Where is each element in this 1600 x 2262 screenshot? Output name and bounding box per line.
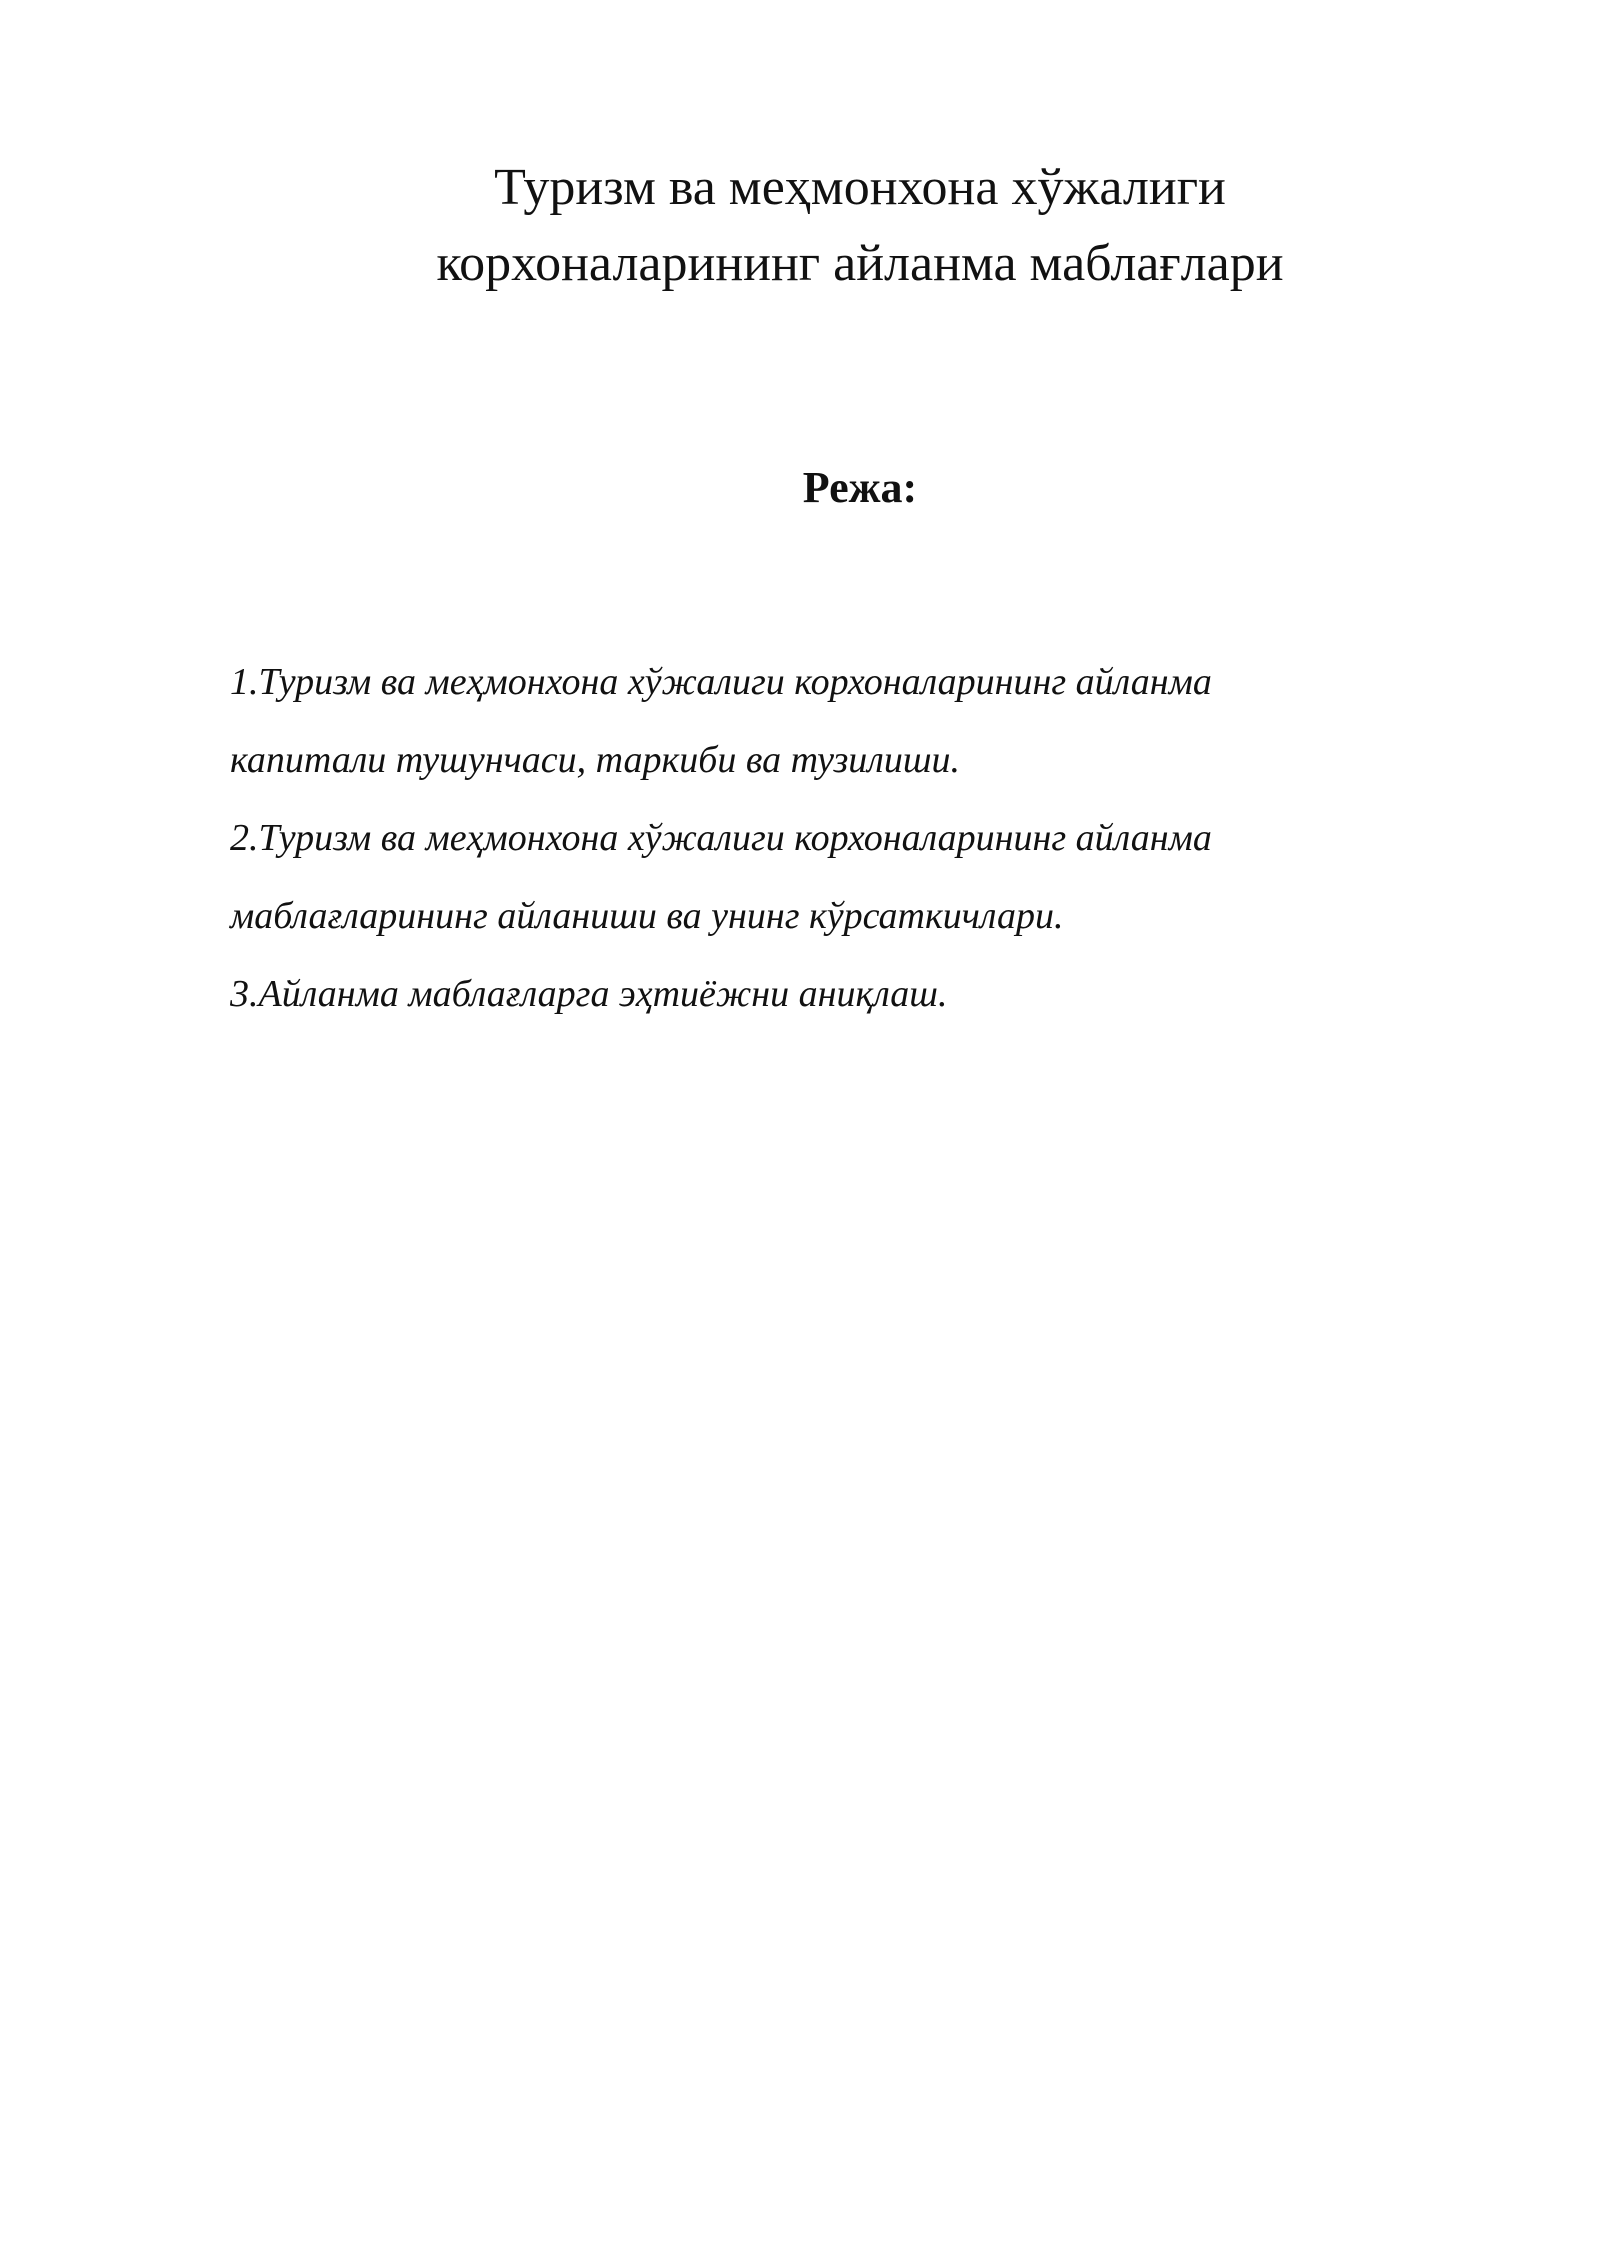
plan-heading: Режа:	[802, 463, 918, 512]
plan-item-line: 1.Туризм ва меҳмонхона хўжалиги корхоналарининг айланма	[230, 661, 1212, 703]
plan-item-1	[230, 643, 1430, 799]
plan-item-line: маблағларининг айланиши ва унинг кўрсаткичлари.	[230, 895, 1064, 937]
plan-item-line: 2.Туризм ва меҳмонхона хўжалиги корхоналарининг айланма	[230, 817, 1212, 859]
plan-item-2	[230, 799, 1430, 955]
document-title	[300, 150, 1420, 302]
plan-list	[230, 643, 1430, 1033]
plan-item-line: 3.Айланма маблағларга эҳтиёжни аниқлаш.	[230, 973, 948, 1015]
plan-item-3	[230, 955, 1430, 1033]
plan-item-line: капитали тушунчаси, таркиби ва тузилиши.	[230, 739, 961, 781]
title-line-1: Туризм ва меҳмонхона хўжалиги	[494, 159, 1226, 216]
title-line-2: корхоналарининг айланма маблағлари	[436, 235, 1284, 292]
